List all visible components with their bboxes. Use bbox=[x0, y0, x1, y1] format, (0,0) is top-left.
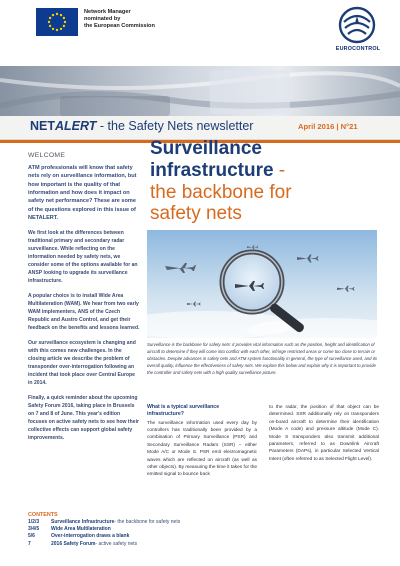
nm-line-3: the European Commission bbox=[84, 23, 155, 30]
headline-line-1: Surveillance bbox=[150, 138, 262, 159]
article-body-text: The surveillance information used every day by controllers has traditionally been provided by a combination of Primary Surveillance (PSR) and Secondary Surveillance Radars (SSR) – either Mode A/C or Mode S. PSR emit electromagnetic waves which are reflected on aircraft (as well as other objects). By measuring the time it takes for the emitted signal to bounce back bbox=[147, 420, 257, 478]
welcome-paragraph: A popular choice is to install Wide Area Multilateration (WAM). We hear from two early WAM implementers, ANS of the Czech Republic and Austro Control, and get their feedback on the benefits and lessons learned. bbox=[28, 293, 140, 332]
nm-line-2: nominated by bbox=[84, 16, 121, 23]
article-column-1 bbox=[147, 404, 257, 479]
eu-flag-icon bbox=[36, 8, 78, 36]
title-prefix: NET bbox=[30, 119, 55, 133]
eurocontrol-label: EUROCONTROL bbox=[335, 46, 381, 52]
table-of-contents bbox=[28, 512, 368, 548]
contents-item[interactable] bbox=[28, 526, 368, 533]
welcome-paragraph: We first look at the differences between traditional primary and secondary radar surveillance. While reflecting on the information needed by safety nets, we consider some of the options available for an ANSP looking to upgrade its surveillance infrastructure. bbox=[28, 230, 138, 285]
network-manager-text bbox=[84, 9, 194, 31]
nm-line-1: Network Manager bbox=[84, 9, 131, 15]
feature-headline bbox=[150, 138, 380, 224]
article-section-heading: What is a typical surveillance infrastructure? bbox=[147, 404, 220, 417]
welcome-column bbox=[28, 152, 140, 442]
contents-item[interactable] bbox=[28, 541, 368, 548]
contents-title: Wide Area Multilateration bbox=[51, 526, 111, 533]
contents-item[interactable] bbox=[28, 519, 368, 526]
headline-line-4: safety nets bbox=[150, 203, 242, 224]
article-column-2 bbox=[269, 404, 379, 463]
welcome-intro: ATM professionals will know that safety nets rely on surveillance information, but how important is the quality of that information and how does it impact on safety net performance? These are some of the questions explored in this issue of NETALERT. bbox=[28, 165, 137, 222]
contents-subtitle: - the backbone for safety nets bbox=[114, 519, 181, 525]
headline-line-3: the backbone for bbox=[150, 182, 292, 203]
title-emphasis: ALERT bbox=[55, 119, 97, 133]
contents-title: Surveillance Infrastructure bbox=[51, 519, 115, 525]
newsletter-title bbox=[30, 119, 253, 133]
title-suffix: - the Safety Nets newsletter bbox=[96, 119, 254, 133]
headline-line-2 bbox=[150, 160, 380, 182]
contents-title: Over-interrogation draws a blank bbox=[51, 533, 130, 540]
contents-pages: 5/6 bbox=[28, 533, 35, 540]
contents-pages: 3/4/5 bbox=[28, 526, 40, 533]
issue-date: April 2016 | N°21 bbox=[298, 122, 358, 131]
feature-photo bbox=[147, 230, 377, 338]
contents-title: 2016 Safety Forum bbox=[51, 540, 96, 547]
contents-item[interactable] bbox=[28, 533, 368, 540]
contents-pages: 7 bbox=[28, 540, 31, 547]
article-body-text: to the radar, the position of that object can be determined. SSR additionally rely on transponders on-board aircraft to determine their identification (Mode A code) and pressure altitude (Mode C). Mode S transponders also transmit additional parameters, referred to as Downlink Aircraft Parameters (DAPs), in particular Selected Vertical Intent (often referred to as Selected Flight Level). bbox=[269, 405, 379, 462]
welcome-paragraph: Finally, a quick reminder about the upcoming Safety Forum 2016, taking place in Brussels on 7 and 8 of June. This year's edition focuses on active safety nets to see how their collective effects can support global safety improvements. bbox=[28, 395, 139, 442]
photo-caption: Surveillance is the backbone for safety nets: it provides vital information such as the position, height and identification of aircraft to determine if they will come into conflict with each other, infringe restricted areas or come too close to terrain or obstacles. Despite advances in safety nets and ATM system functionality in general, the type of surveillance used, and its overall quality, influence the effectiveness of safety nets. We explore this below and explain why it is important to provide the controller and safety nets with a high quality surveillance picture. bbox=[147, 342, 378, 375]
contents-subtitle: - active safety nets bbox=[95, 540, 138, 547]
welcome-heading: WELCOME bbox=[28, 152, 66, 159]
welcome-paragraph: Our surveillance ecosystem is changing and with this comes new challenges. In the closing article we describe the problem of transponder over-interrogation following an incident that took place over Central Europe in 2014. bbox=[28, 340, 136, 387]
contents-label: CONTENTS bbox=[28, 512, 58, 518]
headline-bold-2: infrastructure bbox=[150, 160, 274, 181]
header-banner-image bbox=[0, 66, 400, 122]
contents-pages: 1/2/3 bbox=[28, 519, 40, 525]
headline-dash: - bbox=[273, 160, 286, 181]
page-header bbox=[0, 0, 400, 70]
